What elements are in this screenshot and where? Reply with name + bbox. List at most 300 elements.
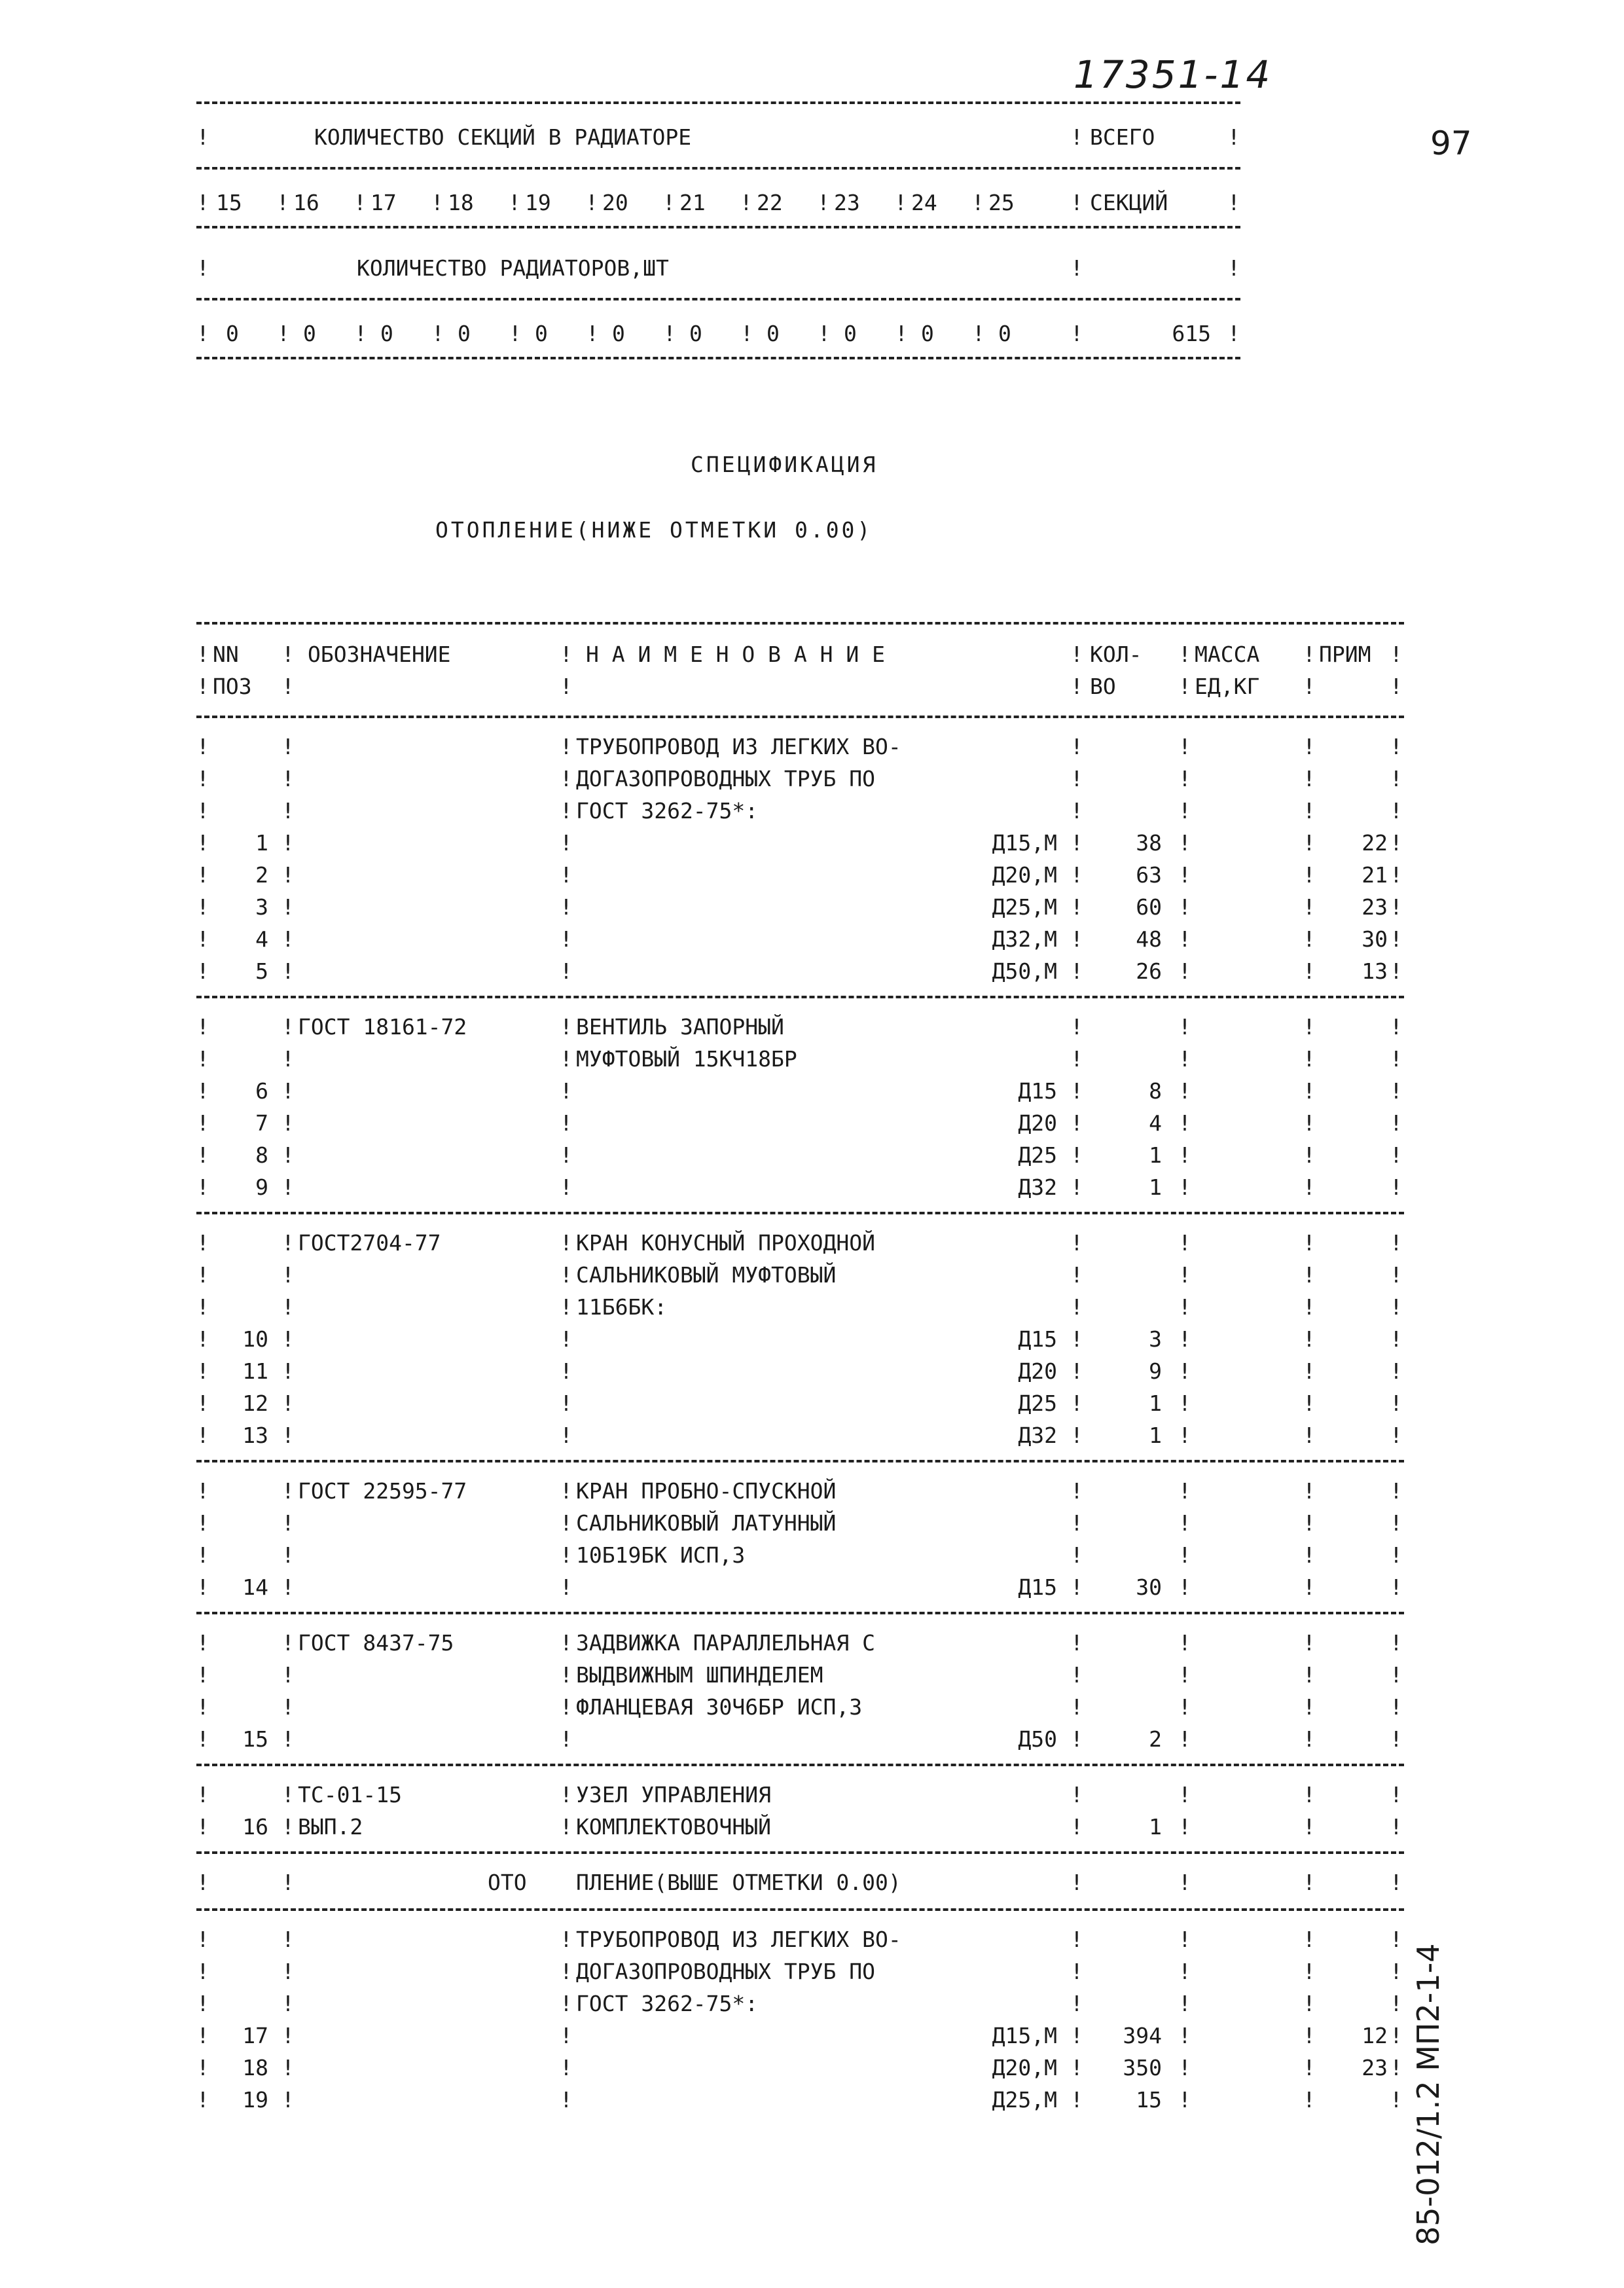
column-separator: ! xyxy=(1178,1927,1191,1952)
column-separator: ! xyxy=(1303,1991,1316,2016)
column-separator: ! xyxy=(1070,1959,1083,1984)
radiator-counts-total: 615 xyxy=(1172,321,1211,346)
spec-size: Д50,М xyxy=(992,958,1057,984)
column-separator: ! xyxy=(560,1110,573,1136)
radiator-rule xyxy=(196,226,1240,228)
spec-name: 10Б19БК ИСП,3 xyxy=(576,1542,746,1568)
column-separator: ! xyxy=(1303,1326,1316,1352)
column-separator: ! xyxy=(196,2023,209,2048)
spec-name: ГОСТ 3262-75*: xyxy=(576,798,759,824)
spec-name: САЛЬНИКОВЫЙ МУФТОВЫЙ xyxy=(576,1262,837,1288)
spec-size: Д25 xyxy=(1018,1390,1057,1416)
column-separator: ! xyxy=(560,1078,573,1104)
column-separator: ! xyxy=(196,255,209,281)
column-separator: ! xyxy=(1178,1142,1191,1168)
spec-header-mass: МАССА xyxy=(1195,642,1260,667)
column-separator: ! xyxy=(196,1390,209,1416)
spec-name: ФЛАНЦЕВАЯ 30Ч6БР ИСП,3 xyxy=(576,1694,863,1720)
column-separator: ! xyxy=(281,1662,295,1688)
column-separator: ! xyxy=(560,2087,573,2113)
column-separator: ! xyxy=(196,1927,209,1952)
column-separator: ! xyxy=(1178,1326,1191,1352)
column-separator: ! xyxy=(1390,1694,1403,1720)
column-separator: ! xyxy=(1178,1110,1191,1136)
column-separator: ! xyxy=(560,926,573,952)
radiator-section-number: 21 xyxy=(679,190,706,215)
spec-size: Д20 xyxy=(1018,1358,1057,1384)
column-separator: ! xyxy=(196,1991,209,2016)
column-separator: ! xyxy=(1390,1782,1403,1807)
column-separator: ! xyxy=(1303,862,1316,888)
column-separator: ! xyxy=(1303,1110,1316,1136)
column-separator: ! xyxy=(431,321,444,346)
column-separator: ! xyxy=(281,1927,295,1952)
column-separator: ! xyxy=(196,2055,209,2080)
spec-qty: 1 xyxy=(1149,1390,1162,1416)
column-separator: ! xyxy=(586,321,599,346)
side-stamp: 85-012/1.2 МП2-1-4 xyxy=(1411,1943,1446,2245)
column-separator: ! xyxy=(1390,1478,1403,1504)
column-separator: ! xyxy=(196,1046,209,1072)
spec-pos: 8 xyxy=(255,1142,268,1168)
column-separator: ! xyxy=(196,1870,209,1895)
column-separator: ! xyxy=(196,1814,209,1840)
spec-note: 21 xyxy=(1362,862,1388,888)
spec-qty: 30 xyxy=(1136,1574,1162,1600)
column-separator: ! xyxy=(662,190,676,215)
column-separator: ! xyxy=(1303,798,1316,824)
column-separator: ! xyxy=(1303,1959,1316,1984)
column-separator: ! xyxy=(740,321,753,346)
column-separator: ! xyxy=(281,1230,295,1256)
column-separator: ! xyxy=(1390,1358,1403,1384)
spec-pos: 7 xyxy=(255,1110,268,1136)
spec-header-mass: ЕД,КГ xyxy=(1195,674,1260,699)
column-separator: ! xyxy=(560,2023,573,2048)
column-separator: ! xyxy=(1070,1174,1083,1200)
column-separator: ! xyxy=(1227,190,1240,215)
spec-section-rule xyxy=(196,1851,1404,1854)
column-separator: ! xyxy=(1178,958,1191,984)
column-separator: ! xyxy=(276,190,289,215)
spec-designation: ТС-01-15 xyxy=(298,1782,402,1807)
column-separator: ! xyxy=(281,1959,295,1984)
spec-size: Д32 xyxy=(1018,1174,1057,1200)
column-separator: ! xyxy=(1178,862,1191,888)
column-separator: ! xyxy=(971,190,984,215)
column-separator: ! xyxy=(1390,1870,1403,1895)
radiator-section-number: 24 xyxy=(911,190,937,215)
radiator-count-value: 0 xyxy=(844,321,857,346)
column-separator: ! xyxy=(1390,1174,1403,1200)
column-separator: ! xyxy=(1390,894,1403,920)
spec-designation: ГОСТ 8437-75 xyxy=(298,1630,454,1656)
spec-size: Д25,М xyxy=(992,2087,1057,2113)
column-separator: ! xyxy=(560,642,573,667)
column-separator: ! xyxy=(1303,1782,1316,1807)
spec-group-rule xyxy=(196,1764,1404,1766)
column-separator: ! xyxy=(1178,1078,1191,1104)
radiator-count-value: 0 xyxy=(921,321,934,346)
column-separator: ! xyxy=(1178,1510,1191,1536)
spec-section-break-right: ПЛЕНИЕ(ВЫШЕ ОТМЕТКИ 0.00) xyxy=(576,1870,901,1895)
column-separator: ! xyxy=(1178,1262,1191,1288)
column-separator: ! xyxy=(1178,1694,1191,1720)
column-separator: ! xyxy=(281,1423,295,1448)
radiator-count-value: 0 xyxy=(458,321,471,346)
spec-pos: 4 xyxy=(255,926,268,952)
column-separator: ! xyxy=(1070,1390,1083,1416)
column-separator: ! xyxy=(196,1726,209,1752)
spec-name: МУФТОВЫЙ 15КЧ18БР xyxy=(576,1046,797,1072)
column-separator: ! xyxy=(663,321,676,346)
radiator-section-number: 22 xyxy=(757,190,783,215)
spec-designation: ВЫП.2 xyxy=(298,1814,363,1840)
column-separator: ! xyxy=(1390,1262,1403,1288)
spec-size: Д25 xyxy=(1018,1142,1057,1168)
column-separator: ! xyxy=(1178,1959,1191,1984)
spec-name: ГОСТ 3262-75*: xyxy=(576,1991,759,2016)
spec-pos: 17 xyxy=(242,2023,268,2048)
radiator-header-title: КОЛИЧЕСТВО СЕКЦИЙ В РАДИАТОРЕ xyxy=(314,124,692,150)
column-separator: ! xyxy=(560,734,573,759)
column-separator: ! xyxy=(1303,1870,1316,1895)
column-separator: ! xyxy=(1227,124,1240,150)
column-separator: ! xyxy=(196,190,209,215)
spec-size: Д20,М xyxy=(992,2055,1057,2080)
spec-pos: 12 xyxy=(242,1390,268,1416)
column-separator: ! xyxy=(281,2023,295,2048)
spec-qty: 2 xyxy=(1149,1726,1162,1752)
column-separator: ! xyxy=(196,1694,209,1720)
column-separator: ! xyxy=(196,1230,209,1256)
spec-note: 30 xyxy=(1362,926,1388,952)
column-separator: ! xyxy=(1070,642,1083,667)
column-separator: ! xyxy=(1390,1294,1403,1320)
column-separator: ! xyxy=(560,1478,573,1504)
column-separator: ! xyxy=(281,1630,295,1656)
column-separator: ! xyxy=(1178,926,1191,952)
column-separator: ! xyxy=(281,1326,295,1352)
column-separator: ! xyxy=(1390,674,1403,699)
column-separator: ! xyxy=(1303,1230,1316,1256)
column-separator: ! xyxy=(560,1142,573,1168)
column-separator: ! xyxy=(196,1326,209,1352)
spec-note: 23 xyxy=(1362,2055,1388,2080)
column-separator: ! xyxy=(1303,1726,1316,1752)
spec-qty: 26 xyxy=(1136,958,1162,984)
column-separator: ! xyxy=(1303,1358,1316,1384)
column-separator: ! xyxy=(894,190,907,215)
column-separator: ! xyxy=(1303,1542,1316,1568)
radiator-section-number: 23 xyxy=(834,190,860,215)
column-separator: ! xyxy=(1070,1423,1083,1448)
column-separator: ! xyxy=(509,321,522,346)
column-separator: ! xyxy=(1070,1358,1083,1384)
spec-group-rule xyxy=(196,996,1404,998)
radiator-count-value: 0 xyxy=(689,321,702,346)
column-separator: ! xyxy=(560,1574,573,1600)
column-separator: ! xyxy=(1178,1046,1191,1072)
column-separator: ! xyxy=(1178,1478,1191,1504)
column-separator: ! xyxy=(1303,1294,1316,1320)
column-separator: ! xyxy=(1070,1694,1083,1720)
column-separator: ! xyxy=(1390,798,1403,824)
spec-qty: 8 xyxy=(1149,1078,1162,1104)
spec-title: СПЕЦИФИКАЦИЯ xyxy=(691,452,878,477)
spec-qty: 38 xyxy=(1136,830,1162,856)
column-separator: ! xyxy=(1390,2023,1403,2048)
column-separator: ! xyxy=(560,862,573,888)
spec-qty: 63 xyxy=(1136,862,1162,888)
column-separator: ! xyxy=(1303,1694,1316,1720)
column-separator: ! xyxy=(281,830,295,856)
spec-qty: 4 xyxy=(1149,1110,1162,1136)
radiator-count-value: 0 xyxy=(612,321,625,346)
column-separator: ! xyxy=(1390,1326,1403,1352)
spec-pos: 19 xyxy=(242,2087,268,2113)
column-separator: ! xyxy=(1178,2055,1191,2080)
column-separator: ! xyxy=(1390,1662,1403,1688)
column-separator: ! xyxy=(1070,2087,1083,2113)
column-separator: ! xyxy=(585,190,598,215)
spec-designation: ГОСТ 22595-77 xyxy=(298,1478,467,1504)
column-separator: ! xyxy=(1070,1782,1083,1807)
column-separator: ! xyxy=(1303,1046,1316,1072)
column-separator: ! xyxy=(281,1110,295,1136)
column-separator: ! xyxy=(1390,862,1403,888)
column-separator: ! xyxy=(1070,1142,1083,1168)
column-separator: ! xyxy=(1390,1078,1403,1104)
spec-group-rule xyxy=(196,1460,1404,1462)
column-separator: ! xyxy=(1303,1510,1316,1536)
column-separator: ! xyxy=(281,1294,295,1320)
column-separator: ! xyxy=(281,1262,295,1288)
column-separator: ! xyxy=(281,1574,295,1600)
column-separator: ! xyxy=(1070,894,1083,920)
column-separator: ! xyxy=(1070,1991,1083,2016)
column-separator: ! xyxy=(196,830,209,856)
radiator-rule xyxy=(196,357,1240,359)
column-separator: ! xyxy=(1070,124,1083,150)
spec-pos: 10 xyxy=(242,1326,268,1352)
column-separator: ! xyxy=(196,862,209,888)
radiator-section-number: 16 xyxy=(293,190,319,215)
spec-size: Д15 xyxy=(1018,1078,1057,1104)
radiator-section-number: 15 xyxy=(216,190,242,215)
column-separator: ! xyxy=(1390,1510,1403,1536)
column-separator: ! xyxy=(1303,1478,1316,1504)
column-separator: ! xyxy=(1390,1142,1403,1168)
spec-name: КРАН ПРОБНО-СПУСКНОЙ xyxy=(576,1478,837,1504)
column-separator: ! xyxy=(277,321,290,346)
column-separator: ! xyxy=(281,1358,295,1384)
column-separator: ! xyxy=(1390,1927,1403,1952)
column-separator: ! xyxy=(1070,321,1083,346)
column-separator: ! xyxy=(1070,1630,1083,1656)
column-separator: ! xyxy=(1070,1326,1083,1352)
radiator-count-value: 0 xyxy=(535,321,548,346)
column-separator: ! xyxy=(560,958,573,984)
column-separator: ! xyxy=(1390,830,1403,856)
column-separator: ! xyxy=(1070,1478,1083,1504)
column-separator: ! xyxy=(281,1046,295,1072)
column-separator: ! xyxy=(560,1014,573,1040)
column-separator: ! xyxy=(1178,734,1191,759)
column-separator: ! xyxy=(1070,2055,1083,2080)
column-separator: ! xyxy=(560,1510,573,1536)
radiator-count-title: КОЛИЧЕСТВО РАДИАТОРОВ,ШТ xyxy=(357,255,669,281)
radiator-rule xyxy=(196,101,1240,104)
column-separator: ! xyxy=(560,1390,573,1416)
column-separator: ! xyxy=(196,1478,209,1504)
column-separator: ! xyxy=(1070,2023,1083,2048)
spec-note: 13 xyxy=(1362,958,1388,984)
column-separator: ! xyxy=(281,1991,295,2016)
column-separator: ! xyxy=(1390,1574,1403,1600)
column-separator: ! xyxy=(281,1782,295,1807)
column-separator: ! xyxy=(560,1326,573,1352)
column-separator: ! xyxy=(1390,734,1403,759)
column-separator: ! xyxy=(281,1814,295,1840)
spec-pos: 3 xyxy=(255,894,268,920)
column-separator: ! xyxy=(1227,321,1240,346)
column-separator: ! xyxy=(196,674,209,699)
column-separator: ! xyxy=(1178,1814,1191,1840)
column-separator: ! xyxy=(354,321,367,346)
column-separator: ! xyxy=(196,1782,209,1807)
column-separator: ! xyxy=(1178,1542,1191,1568)
column-separator: ! xyxy=(281,926,295,952)
column-separator: ! xyxy=(560,1630,573,1656)
column-separator: ! xyxy=(560,2055,573,2080)
column-separator: ! xyxy=(972,321,985,346)
column-separator: ! xyxy=(1303,766,1316,791)
column-separator: ! xyxy=(1303,1574,1316,1600)
column-separator: ! xyxy=(281,894,295,920)
column-separator: ! xyxy=(1070,766,1083,791)
column-separator: ! xyxy=(1178,1174,1191,1200)
column-separator: ! xyxy=(281,2087,295,2113)
spec-header-name: Н А И М Е Н О В А Н И Е xyxy=(586,642,885,667)
column-separator: ! xyxy=(281,862,295,888)
page-number: 97 xyxy=(1430,124,1472,162)
column-separator: ! xyxy=(196,1110,209,1136)
column-separator: ! xyxy=(1070,1230,1083,1256)
column-separator: ! xyxy=(1178,2023,1191,2048)
spec-pos: 15 xyxy=(242,1726,268,1752)
column-separator: ! xyxy=(560,1959,573,1984)
column-separator: ! xyxy=(1303,830,1316,856)
column-separator: ! xyxy=(1178,1630,1191,1656)
column-separator: ! xyxy=(196,766,209,791)
spec-designation: ГОСТ 18161-72 xyxy=(298,1014,467,1040)
column-separator: ! xyxy=(1303,926,1316,952)
column-separator: ! xyxy=(1390,926,1403,952)
column-separator: ! xyxy=(1178,642,1191,667)
column-separator: ! xyxy=(1303,1630,1316,1656)
column-separator: ! xyxy=(196,894,209,920)
column-separator: ! xyxy=(196,1959,209,1984)
column-separator: ! xyxy=(196,1510,209,1536)
column-separator: ! xyxy=(1178,1230,1191,1256)
column-separator: ! xyxy=(1178,894,1191,920)
column-separator: ! xyxy=(817,190,830,215)
column-separator: ! xyxy=(560,830,573,856)
spec-size: Д32 xyxy=(1018,1423,1057,1448)
spec-pos: 11 xyxy=(242,1358,268,1384)
column-separator: ! xyxy=(1303,1014,1316,1040)
spec-name: ВЫДВИЖНЫМ ШПИНДЕЛЕМ xyxy=(576,1662,823,1688)
column-separator: ! xyxy=(1070,1927,1083,1952)
radiator-count-value: 0 xyxy=(998,321,1011,346)
spec-name: САЛЬНИКОВЫЙ ЛАТУННЫЙ xyxy=(576,1510,837,1536)
spec-name: 11Б6БК: xyxy=(576,1294,668,1320)
column-separator: ! xyxy=(1303,2087,1316,2113)
column-separator: ! xyxy=(1178,2087,1191,2113)
spec-name: ДОГАЗОПРОВОДНЫХ ТРУБ ПО xyxy=(576,1959,875,1984)
column-separator: ! xyxy=(560,1358,573,1384)
column-separator: ! xyxy=(281,1726,295,1752)
column-separator: ! xyxy=(1070,1574,1083,1600)
spec-size: Д32,М xyxy=(992,926,1057,952)
column-separator: ! xyxy=(1390,1423,1403,1448)
spec-section-break-left: ОТО xyxy=(488,1870,527,1895)
column-separator: ! xyxy=(560,894,573,920)
column-separator: ! xyxy=(196,1078,209,1104)
spec-name: УЗЕЛ УПРАВЛЕНИЯ xyxy=(576,1782,772,1807)
column-separator: ! xyxy=(1303,1423,1316,1448)
column-separator: ! xyxy=(1178,1423,1191,1448)
column-separator: ! xyxy=(560,1726,573,1752)
spec-qty: 15 xyxy=(1136,2087,1162,2113)
column-separator: ! xyxy=(1390,1959,1403,1984)
column-separator: ! xyxy=(1390,2087,1403,2113)
spec-qty: 9 xyxy=(1149,1358,1162,1384)
column-separator: ! xyxy=(1070,958,1083,984)
column-separator: ! xyxy=(1390,1991,1403,2016)
column-separator: ! xyxy=(1303,734,1316,759)
column-separator: ! xyxy=(196,1262,209,1288)
radiator-header-total: ВСЕГО xyxy=(1090,124,1155,150)
spec-pos: 1 xyxy=(255,830,268,856)
column-separator: ! xyxy=(560,674,573,699)
column-separator: ! xyxy=(560,1542,573,1568)
column-separator: ! xyxy=(281,1542,295,1568)
spec-group-rule xyxy=(196,1212,1404,1214)
spec-header-pos: ПОЗ xyxy=(213,674,252,699)
column-separator: ! xyxy=(1303,1927,1316,1952)
column-separator: ! xyxy=(1070,734,1083,759)
spec-subtitle: ОТОПЛЕНИЕ(НИЖЕ ОТМЕТКИ 0.00) xyxy=(435,517,873,543)
spec-pos: 6 xyxy=(255,1078,268,1104)
column-separator: ! xyxy=(1178,1991,1191,2016)
spec-note: 12 xyxy=(1362,2023,1388,2048)
column-separator: ! xyxy=(281,766,295,791)
column-separator: ! xyxy=(1303,1174,1316,1200)
spec-name: ТРУБОПРОВОД ИЗ ЛЕГКИХ ВО- xyxy=(576,734,901,759)
column-separator: ! xyxy=(1390,1630,1403,1656)
column-separator: ! xyxy=(818,321,831,346)
column-separator: ! xyxy=(1070,1110,1083,1136)
column-separator: ! xyxy=(196,1294,209,1320)
column-separator: ! xyxy=(281,734,295,759)
column-separator: ! xyxy=(1303,958,1316,984)
column-separator: ! xyxy=(1303,674,1316,699)
spec-note: 23 xyxy=(1362,894,1388,920)
column-separator: ! xyxy=(560,1782,573,1807)
column-separator: ! xyxy=(1390,1046,1403,1072)
